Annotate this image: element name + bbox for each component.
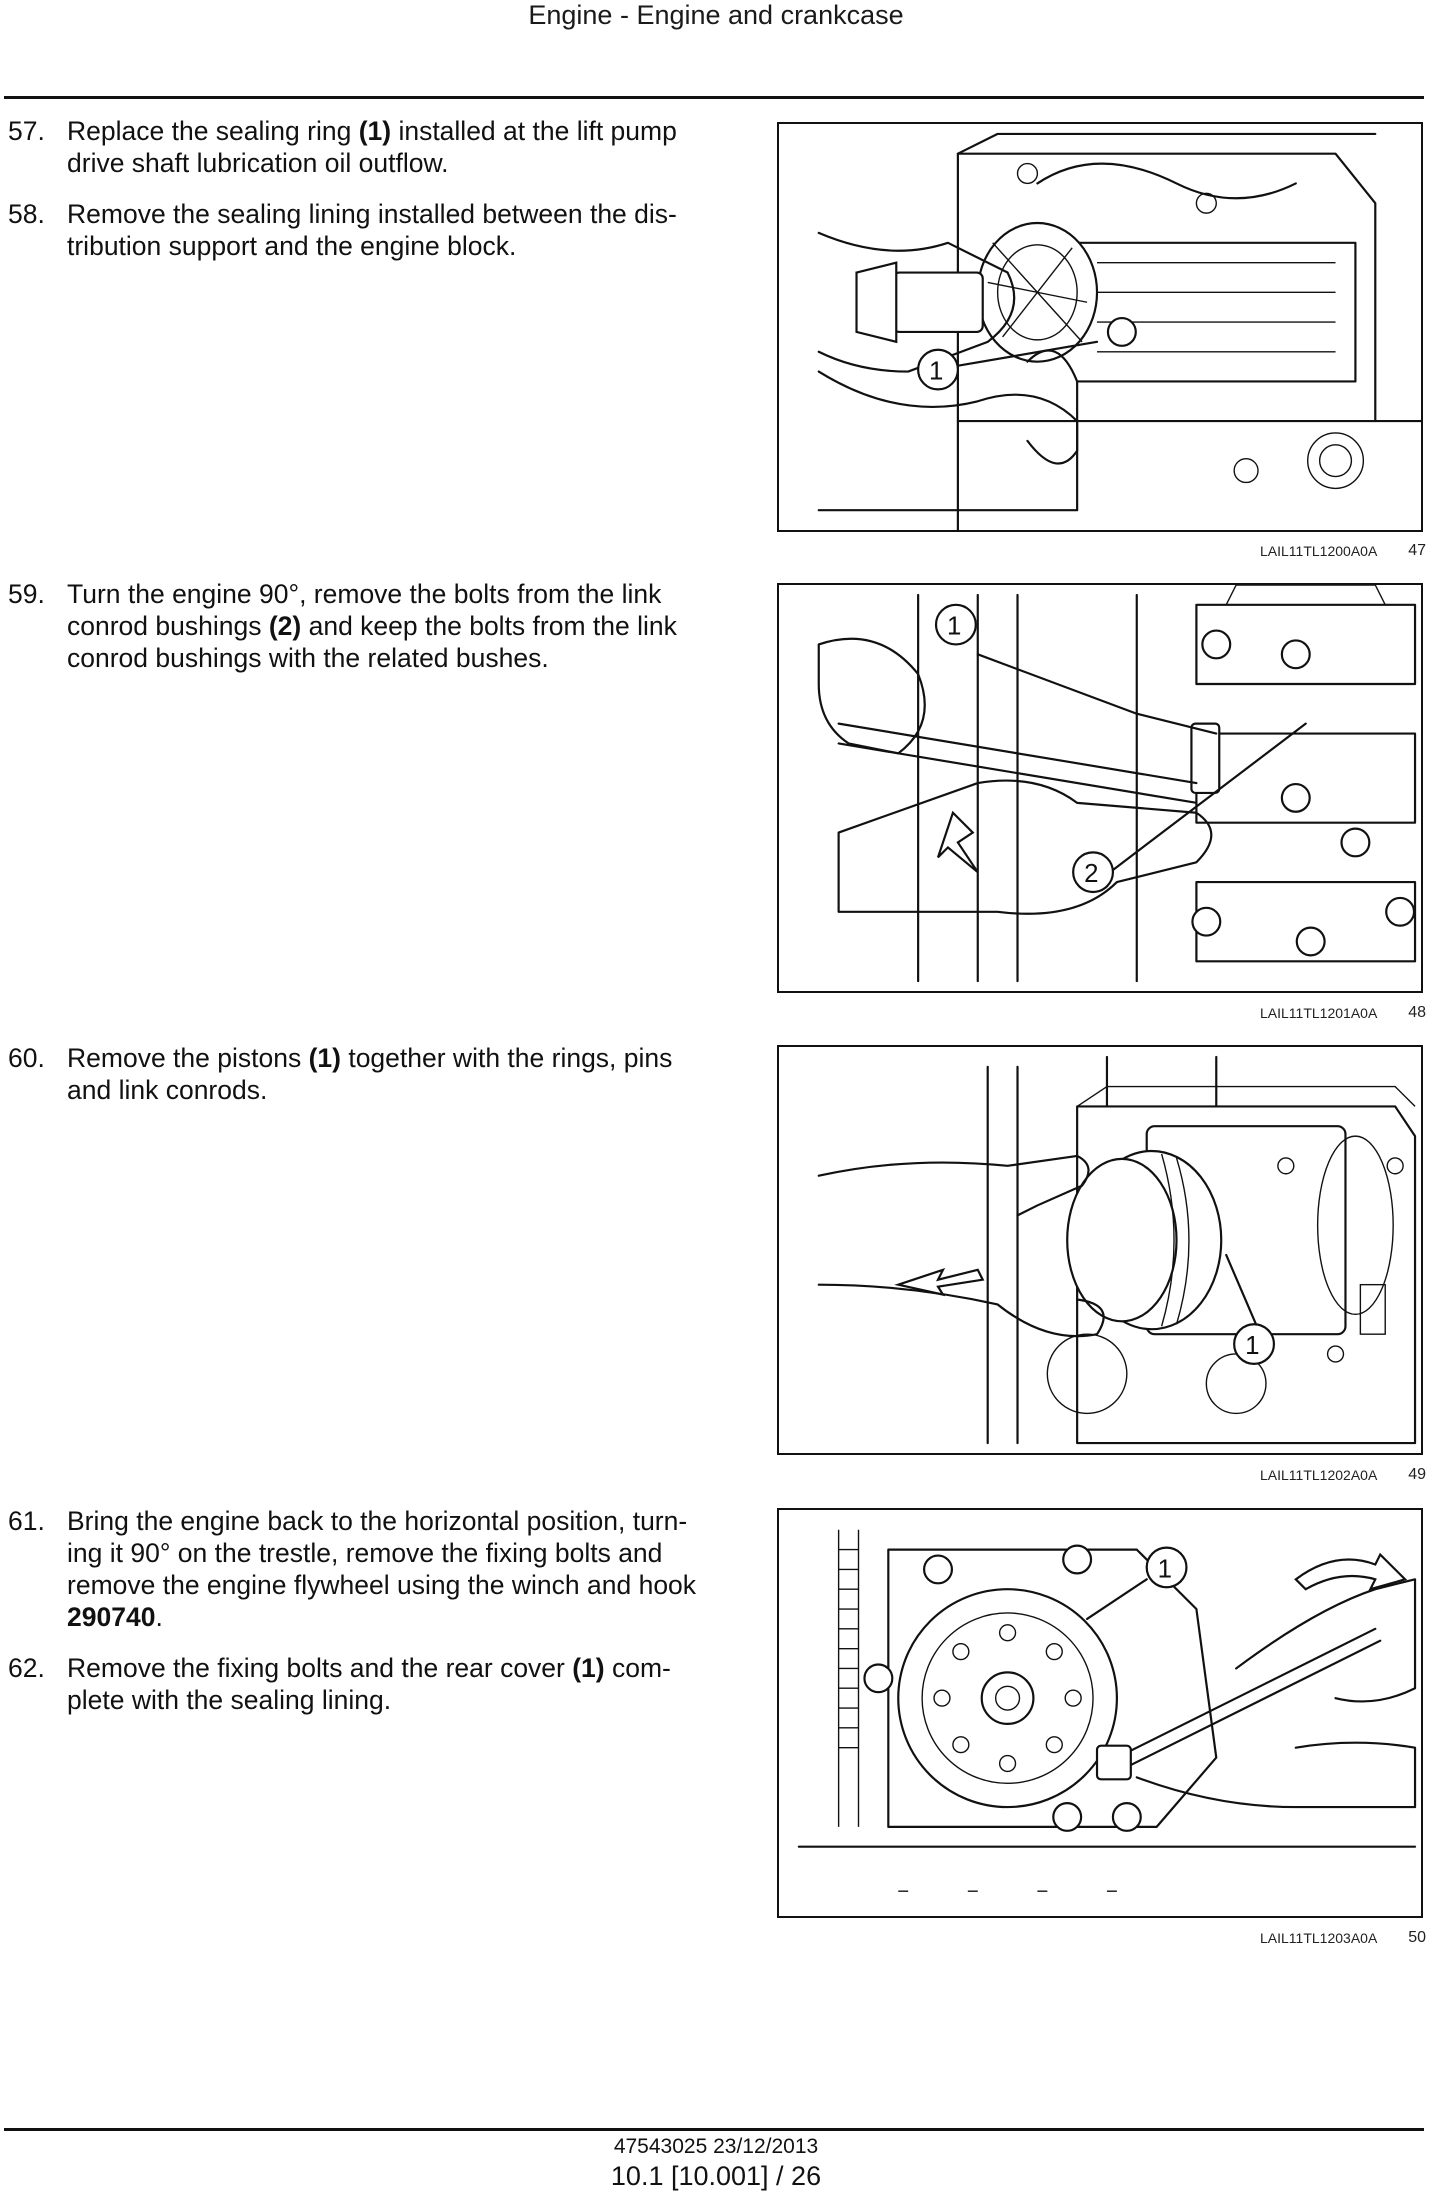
footer-document-reference: 47543025 23/12/2013 <box>613 2135 819 2158</box>
step-60 <box>8 1042 720 1106</box>
tool-number-bold: 290740 <box>67 1602 156 1632</box>
lift-pump-sealing-ring-drawing <box>779 124 1421 530</box>
figure-code: LAIL11TL1202A0A <box>1260 1467 1378 1483</box>
step-ref-bold: (2) <box>268 611 302 641</box>
figure-number: 50 <box>1408 1929 1426 1946</box>
figure-code: LAIL11TL1203A0A <box>1260 1930 1378 1946</box>
step-text <box>67 578 720 674</box>
step-59 <box>8 578 720 674</box>
step-text-part: . <box>155 1602 163 1632</box>
step-text-part: installed at the lift pump drive shaft lubrication oil outflow. <box>67 116 677 178</box>
step-text <box>67 1505 720 1633</box>
step-text-part: Remove the fixing bolts and the rear cover <box>67 1653 573 1683</box>
piston-removal-drawing <box>779 1047 1421 1453</box>
step-61 <box>8 1505 720 1633</box>
step-text-part: together with the rings, pins and link conrods. <box>67 1043 673 1105</box>
rear-cover-removal-drawing <box>779 1510 1421 1916</box>
step-text-part: Turn the engine 90°, remove the bolts from the link conrod bushings <box>67 579 662 641</box>
figure-number: 47 <box>1408 542 1426 559</box>
figure-number: 49 <box>1408 1466 1426 1483</box>
footer-page-reference: 10.1 [10.001] / 26 <box>610 2161 822 2191</box>
step-number: 58. <box>8 199 45 229</box>
step-62 <box>8 1652 720 1716</box>
figure-49-caption <box>1240 1464 1430 1486</box>
callout-label: 1 <box>946 612 962 641</box>
step-text-part: com-plete with the sealing lining. <box>67 1653 671 1715</box>
figure-code: LAIL11TL1201A0A <box>1260 1005 1378 1021</box>
step-text-part: and keep the bolts from the link conrod bushings with the related bushes. <box>67 611 677 673</box>
step-ref-bold: (1) <box>358 116 392 146</box>
figure-47-caption <box>1240 540 1430 562</box>
header-divider <box>4 96 1424 99</box>
step-ref-bold: (1) <box>572 1653 605 1683</box>
figure-48-caption <box>1240 1002 1430 1024</box>
step-number: 60. <box>8 1043 45 1073</box>
callout-label: 2 <box>1084 860 1099 889</box>
figure-47-illustration <box>777 122 1423 532</box>
conrod-bushing-bolts-drawing <box>779 585 1421 991</box>
figure-48-illustration <box>777 583 1423 993</box>
step-text <box>67 1042 720 1106</box>
step-57 <box>8 115 720 179</box>
step-text <box>67 198 720 262</box>
callout-label: 1 <box>929 357 944 386</box>
figure-code: LAIL11TL1200A0A <box>1260 543 1378 559</box>
step-text-part: Bring the engine back to the horizontal position, turn-ing it 90° on the trestle, remove the fixing bolts and remove the engine flywheel using the winch and hook <box>67 1506 697 1600</box>
step-ref-bold: (1) <box>308 1043 341 1073</box>
step-number: 59. <box>8 579 45 609</box>
step-text-part: Remove the sealing lining installed between the dis-tribution support and the engine block. <box>67 199 677 261</box>
callout-label: 1 <box>1157 1555 1173 1584</box>
step-text <box>67 115 720 179</box>
step-number: 61. <box>8 1506 45 1536</box>
footer-divider <box>4 2128 1424 2131</box>
figure-number: 48 <box>1408 1004 1426 1021</box>
callout-label: 1 <box>1245 1332 1260 1360</box>
step-text-part: Remove the pistons <box>67 1043 309 1073</box>
figure-50-illustration <box>777 1508 1423 1918</box>
step-text <box>67 1652 720 1716</box>
step-58 <box>8 198 720 262</box>
page-header-title: Engine - Engine and crankcase <box>528 0 904 30</box>
figure-50-caption <box>1240 1927 1430 1949</box>
figure-49-illustration <box>777 1045 1423 1455</box>
step-number: 62. <box>8 1653 45 1683</box>
step-text-part: Replace the sealing ring <box>67 116 359 146</box>
step-number: 57. <box>8 116 45 146</box>
